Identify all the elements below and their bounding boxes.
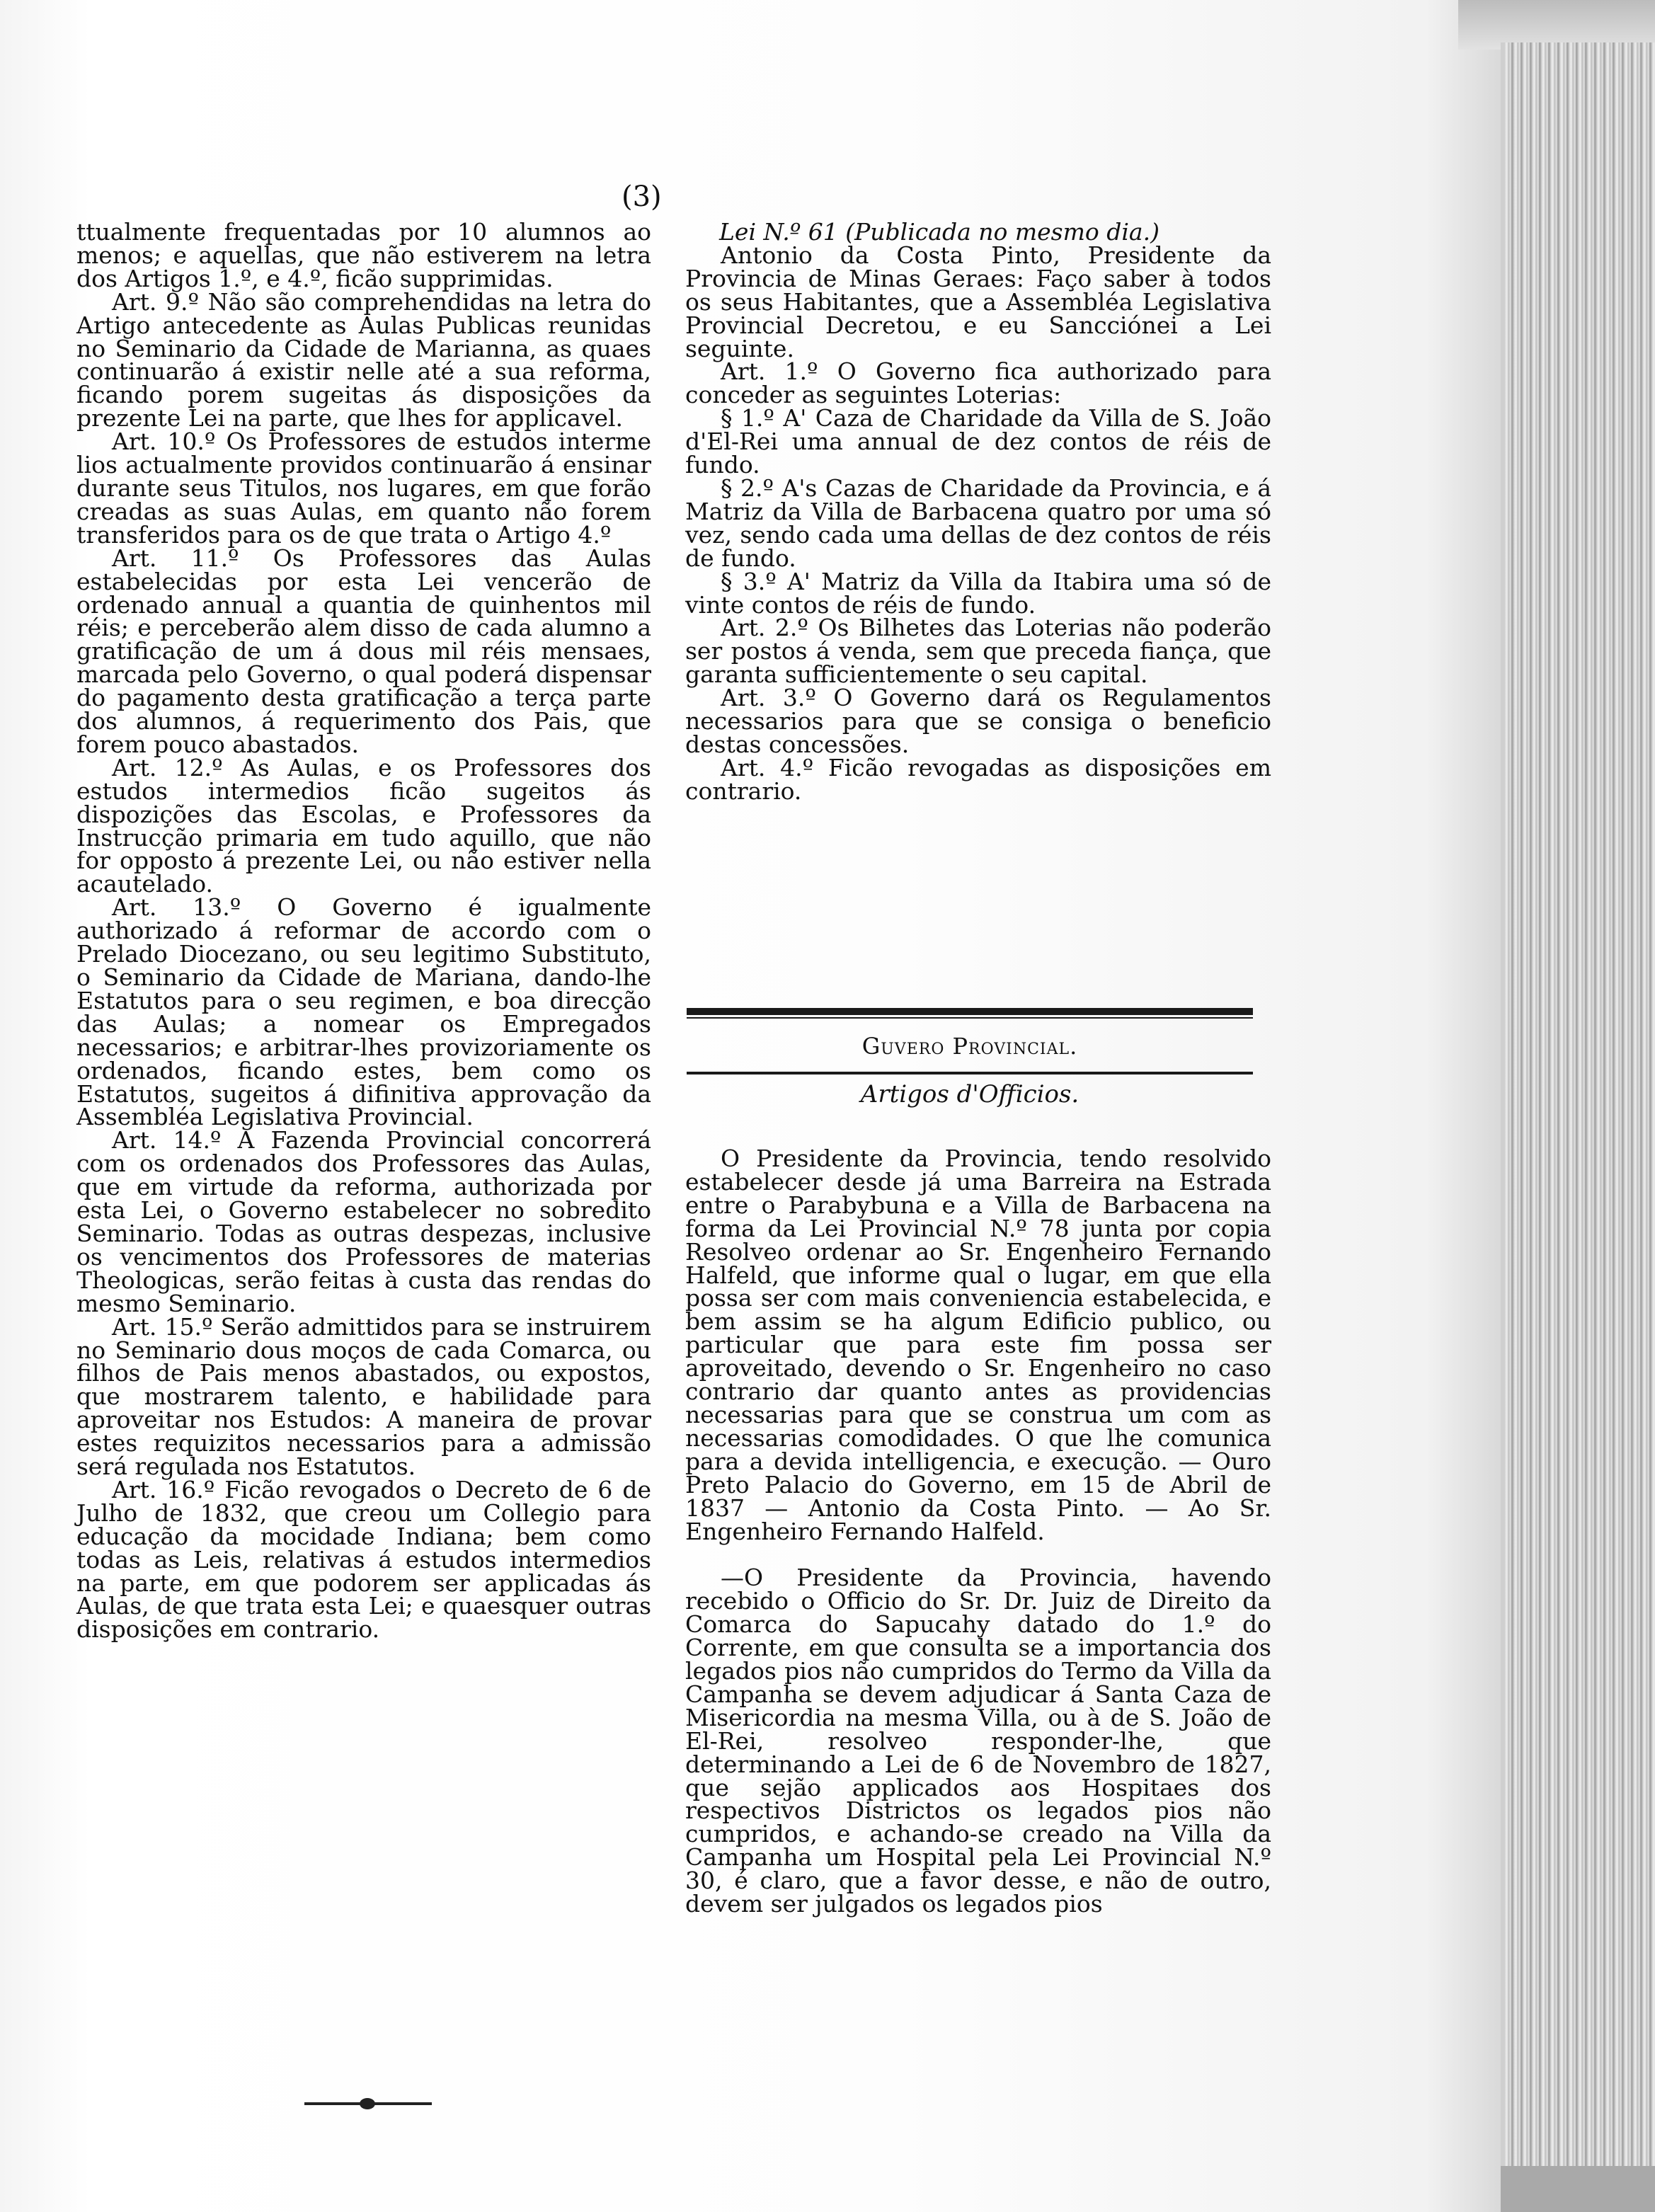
paragraph-lei-art-2: Art. 2.º Os Bilhetes das Loterias não poderão ser postos á venda, sem que preceda fiança, que garanta sufficientemente o seu capital.: [685, 614, 1271, 689]
section-heading: Guvero Provincial.: [861, 1033, 1078, 1060]
paragraph-art-11: Art. 11.º Os Professores das Aulas estabelecidas por esta Lei vencerão de ordenado annual a quantia de quinhentos mil réis; e perceberão alem disso de cada alumno a gratificação de um á dous mil réis mensaes, marcada pelo Governo, o qual poderá dispensar do pagamento desta gratificação a terça parte dos alumnos, á requerimento dos Pais, que forem pouco abastados.: [76, 544, 651, 758]
paragraph-officio-1: O Presidente da Provincia, tendo resolvido estabelecer desde já uma Barreira na Estrada entre o Parabybuna e a Villa de Barbacena na forma da Lei Provincial N.º 78 junta por copia Resolveo ordenar ao Sr. Engenheiro Fernando Halfeld, que informe qual o lugar, em que ella possa ser com mais conveniencia estabelecida, e bem assim se ha algum Edificio publico, ou particular que para este fim possa ser aproveitado, devendo o Sr. Engenheiro no caso contrario dar quanto antes as providencias necessarias para que se construa um com as necessarias comodidades. O que lhe comunica para a devida intelligencia, e execução. — Ouro Preto Palacio do Governo, em 15 de Abril de 1837 — Antonio da Costa Pinto. — Ao Sr. Engenheiro Fernando Halfeld.: [685, 1145, 1271, 1545]
right-column-lei: [685, 218, 1271, 805]
section-rule-lower: [687, 1072, 1253, 1075]
lei-heading: Lei N.º 61 (Publicada no mesmo dia.): [719, 218, 1159, 246]
paragraph-officio-2: —O Presidente da Provincia, havendo recebido o Officio do Sr. Dr. Juiz de Direito da Comarca do Sapucahy datado do 1.º do Corrente, em que consulta se a importancia dos legados pios não cumpridos do Termo da Villa da Campanha se devem adjudicar á Santa Caza de Misericordia na mesma Villa, ou à de S. João de El-Rei, resolveo responder-lhe, que determinando a Lei de 6 de Novembro de 1827, que sejão applicados aos Hospitaes dos respectivos Districtos os legados pios não cumpridos, e achando-se creado na Villa da Campanha um Hospital pela Lei Provincial N.º 30, é claro, que a favor desse, e não de outro, devem ser julgados os legados pios: [685, 1564, 1271, 1918]
paragraph-art-14: Art. 14.º A Fazenda Provincial concorrerá com os ordenados dos Professores das Aulas, que em virtude da reforma, authorizada por esta Lei, o Governo estabelecer no sobredito Seminario. Todas as outras despezas, inclusive os vencimentos dos Professores de materias Theologicas, serão feitas à custa das rendas do mesmo Seminario.: [76, 1126, 651, 1317]
paragraph-art-12: Art. 12.º As Aulas, e os Professores dos estudos intermedios ficão sugeitos ás dispozições das Escolas, e Professores da Instrucção primaria em tudo aquillo, que não for opposto á prezente Lei, ou não estiver nella acautelado.: [76, 753, 651, 898]
paragraph-art-15: Art. 15.º Serão admittidos para se instruirem no Seminario dous moços de cada Comarca, ou filhos de Pais menos abastados, ou expostos, que mostrarem talento, e habilidade para aproveitar nos Estudos: A maneira de provar estes requizitos necessarios para a admissão será regulada nos Estatutos.: [76, 1312, 651, 1481]
section-rule-thick: [687, 1008, 1253, 1015]
paragraph-art-13: Art. 13.º O Governo é igualmente authorizado á reformar de accordo com o Prelado Diocezano, ou seu legitimo Substituto, o Seminario da Cidade de Mariana, dando-lhe Estatutos para o seu regimen, e boa direcção das Aulas; a nomear os Empregados necessarios; e arbitrar-lhes provizoriamente os ordenados, ficando estes, bem como os Estatutos, sugeitos á difinitiva approvação da Assembléa Legislativa Provincial.: [76, 893, 651, 1131]
paragraph-lei-par-3: § 3.º A' Matriz da Villa da Itabira uma só de vinte contos de réis de fundo.: [685, 567, 1271, 619]
left-column: [76, 218, 651, 1644]
sub-heading: Artigos d'Officios.: [860, 1080, 1080, 1108]
paragraph-lei-art-4: Art. 4.º Ficão revogadas as disposições em contrario.: [685, 753, 1271, 805]
page-edges: [1501, 42, 1655, 2166]
end-flourish: [297, 2097, 439, 2111]
paragraph: ttualmente frequentadas por 10 alumnos ao menos; e aquellas, que não estiverem na letra dos Artigos 1.º, e 4.º, ficão supprimidas.: [76, 218, 651, 292]
paragraph-lei-par-2: § 2.º A's Cazas de Charidade da Provincia, e á Matriz da Villa de Barbacena quatro por uma só vez, sendo cada uma dellas de dez contos de réis de fundo.: [685, 474, 1271, 572]
section-rule-thin: [687, 1017, 1253, 1019]
paragraph-lei-art-1: Art. 1.º O Governo fica authorizado para conceder as seguintes Loterias:: [685, 357, 1271, 409]
paragraph-lei-intro: Antonio da Costa Pinto, Presidente da Provincia de Minas Geraes: Faço saber à todos os seus Habitantes, que a Assembléa Legislativa Provincial Decretou, e eu Sancciónei a Lei seguinte.: [685, 241, 1271, 362]
paragraph-art-16: Art. 16.º Ficão revogados o Decreto de 6 de Julho de 1832, que creou um Collegio para educação da mocidade Indiana; bem como todas as Leis, relativas á estudos intermedios na parte, em que podorem ser applicadas ás Aulas, de que trata esta Lei; e quaesquer outras disposições em contrario.: [76, 1475, 651, 1644]
paragraph-lei-art-3: Art. 3.º O Governo dará os Regulamentos necessarios para que se consiga o beneficio destas concessões.: [685, 684, 1271, 758]
paragraph-art-9: Art. 9.º Não são comprehendidas na letra do Artigo antecedente as Aulas Publicas reunidas no Seminario da Cidade de Marianna, as quaes continuarão á existir nelle até a sua reforma, ficando porem sugeitas ás disposições da prezente Lei na parte, que lhes for applicavel.: [76, 287, 651, 432]
paragraph-art-10: Art. 10.º Os Professores de estudos interme lios actualmente providos continuarão á ensinar durante seus Titulos, nos lugares, em que forão creadas as suas Aulas, em quanto não forem transferidos para os de que trata o Artigo 4.º: [76, 428, 651, 549]
page-number: (3): [622, 180, 662, 213]
paragraph-lei-par-1: § 1.º A' Caza de Charidade da Villa de S. João d'El-Rei uma annual de dez contos de réis de fundo.: [685, 404, 1271, 479]
right-column-officios: [685, 1124, 1271, 1939]
